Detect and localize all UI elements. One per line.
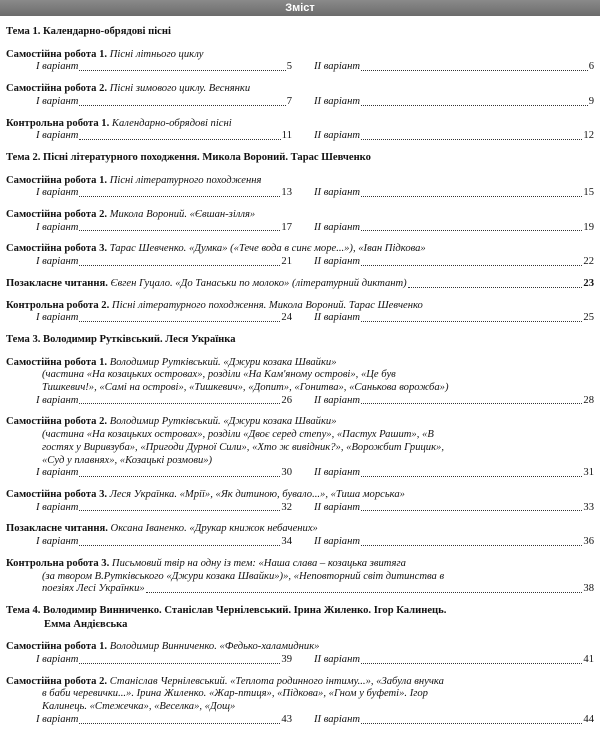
variant-2-label: II варіант	[314, 256, 360, 268]
variant-1-label: I варіант	[36, 221, 79, 233]
entry-subtitle: в баби черевички...». Ірина Жиленко. «Жар-птиця», «Підкова», «Гном у буфеті». Ігор	[42, 688, 428, 700]
page-number: 41	[583, 654, 594, 666]
page-number: 26	[281, 394, 292, 406]
variant-2-label: II варіант	[314, 61, 360, 73]
variant-2-label: II варіант	[314, 654, 360, 666]
variant-2-label: II варіант	[314, 221, 360, 233]
entry-title: Оксана Іваненко. «Друкар книжок небачених»	[110, 523, 318, 535]
variant-2-label: II варіант	[314, 713, 360, 725]
entry-kind: Позакласне читання.	[6, 523, 108, 535]
page-number: 12	[583, 130, 594, 142]
toc-entry[interactable]	[6, 118, 594, 143]
entry-kind: Самостійна робота 1.	[6, 174, 108, 186]
theme-heading: Тема 4. Володимир Винниченко. Станіслав Чернілевський. Ірина Жиленко. Ігор Калинець.	[6, 604, 447, 616]
entry-kind: Контрольна робота 1.	[6, 117, 110, 129]
entry-subtitle: (частина «На козацьких островах», розділи «На Кам'яному острові», «Це був	[42, 369, 396, 381]
entry-title: Леся Українка. «Мрії», «Як дитиною, бувало...», «Тиша морська»	[109, 488, 405, 500]
variant-1-label: I варіант	[36, 394, 79, 406]
toc-entry[interactable]	[6, 83, 594, 108]
theme-heading: Тема 2. Пісні літературного походження. Микола Вороний. Тарас Шевченко	[6, 151, 371, 163]
variant-2-label: II варіант	[314, 95, 360, 107]
page-number: 24	[281, 312, 292, 324]
entry-kind: Контрольна робота 3.	[6, 557, 110, 569]
entry-title: Календарно-обрядові пісні	[111, 117, 232, 129]
toc-entry[interactable]	[6, 175, 594, 200]
variant-1-label: I варіант	[36, 95, 79, 107]
toc-entry[interactable]	[6, 278, 594, 291]
page-number: 21	[281, 256, 292, 268]
theme-heading: Тема 1. Календарно-обрядові пісні	[6, 26, 171, 37]
toc-entry[interactable]	[6, 523, 594, 548]
variant-1-label: I варіант	[36, 713, 79, 725]
variant-1-label: I варіант	[36, 501, 79, 513]
entry-subtitle: гостях у Виривзуба», «Пригоди Дурної Сили», «Хто ж вивідник?», «Ворожбит Грицик»,	[42, 441, 445, 453]
entry-title: Пісні літературного походження. Микола Вороний. Тарас Шевченко	[111, 299, 423, 311]
entry-kind: Контрольна робота 2.	[6, 299, 110, 311]
entry-subtitle: Калинець. «Стежечка», «Веселка», «Дощ»	[42, 701, 236, 713]
toc-entry[interactable]	[6, 49, 594, 74]
entry-title: Пісні літературного походження	[109, 174, 262, 186]
entry-title: Володимир Винниченко. «Федько-халамидник»	[109, 641, 320, 653]
variant-2-label: II варіант	[314, 312, 360, 324]
entry-title: Євген Гуцало. «До Танаськи по молоко» (літературний диктант)	[110, 277, 407, 289]
page-number: 25	[583, 312, 594, 324]
entry-title: Пісні літнього циклу	[109, 48, 204, 60]
page-number: 23	[583, 277, 594, 289]
entry-kind: Самостійна робота 2.	[6, 416, 108, 428]
page-number: 43	[281, 713, 292, 725]
entry-kind: Позакласне читання.	[6, 277, 108, 289]
entry-title: Станіслав Чернілевський. «Теплота родинного інтиму...», «Забула внучка	[109, 675, 444, 687]
variant-2-label: II варіант	[314, 130, 360, 142]
page-number: 6	[588, 61, 594, 73]
entry-kind: Самостійна робота 2.	[6, 209, 108, 221]
page-number: 15	[583, 187, 594, 199]
page-number: 22	[583, 256, 594, 268]
entry-kind: Самостійна робота 2.	[6, 83, 108, 95]
entry-title: Тарас Шевченко. «Думка» («Тече вода в синє море...»), «Іван Підкова»	[109, 243, 426, 255]
page-number: 19	[583, 221, 594, 233]
entry-title: Володимир Рутківський. «Джури козака Швайки»	[109, 356, 337, 368]
toc-entry[interactable]	[6, 209, 594, 234]
page-number: 36	[583, 536, 594, 548]
variant-1-label: I варіант	[36, 187, 79, 199]
variant-1-label: I варіант	[36, 312, 79, 324]
variant-2-label: II варіант	[314, 501, 360, 513]
entry-subtitle: (за твором В.Рутківського «Джури козака Швайки»)», «Неповторний світ дитинства в	[42, 570, 445, 582]
toc-entry[interactable]	[6, 676, 594, 727]
entry-kind: Самостійна робота 1.	[6, 641, 108, 653]
toc-entry[interactable]	[6, 357, 594, 408]
entry-subtitle: Тишкевич!», «Самі на острові», «Тишкевич», «Допит», «Гонитва», «Санькова ворожба»)	[42, 382, 449, 394]
page-number: 5	[286, 61, 292, 73]
toc-entry[interactable]	[6, 558, 594, 596]
page-number: 44	[583, 713, 594, 725]
page-number: 32	[281, 501, 292, 513]
entry-kind: Самостійна робота 3.	[6, 488, 108, 500]
variant-2-label: II варіант	[314, 536, 360, 548]
page-number: 7	[286, 95, 292, 107]
page-number: 11	[281, 130, 292, 142]
contents-header: Зміст	[0, 0, 600, 16]
page-number: 33	[583, 501, 594, 513]
toc-entry[interactable]	[6, 300, 594, 325]
entry-title: Микола Вороний. «Євшан-зілля»	[109, 209, 256, 221]
variant-1-label: I варіант	[36, 536, 79, 548]
variant-1-label: I варіант	[36, 654, 79, 666]
variant-1-label: I варіант	[36, 467, 79, 479]
theme-heading-continued: Емма Андієвська	[44, 618, 128, 630]
page-number: 30	[281, 467, 292, 479]
entry-kind: Самостійна робота 3.	[6, 243, 108, 255]
entry-subtitle: «Суд у плавнях», «Козацькі розмови»)	[42, 454, 213, 466]
entry-kind: Самостійна робота 2.	[6, 675, 108, 687]
entry-kind: Самостійна робота 1.	[6, 356, 108, 368]
variant-1-label: I варіант	[36, 130, 79, 142]
variant-2-label: II варіант	[314, 467, 360, 479]
toc-entry[interactable]	[6, 416, 594, 480]
toc-entry[interactable]	[6, 641, 594, 666]
table-of-contents	[6, 26, 594, 736]
page-number: 9	[588, 95, 594, 107]
page-number: 39	[281, 654, 292, 666]
page-number: 31	[583, 467, 594, 479]
entry-kind: Самостійна робота 1.	[6, 48, 108, 60]
entry-title: Володимир Рутківський. «Джури козака Швайки»	[109, 416, 337, 428]
page-number: 13	[281, 187, 292, 199]
page-number: 17	[281, 221, 292, 233]
page-number: 28	[583, 394, 594, 406]
entry-subtitle: поезіях Лесі Українки»	[42, 583, 145, 595]
variant-2-label: II варіант	[314, 394, 360, 406]
entry-title: Письмовий твір на одну із тем: «Наша слава – козацька звитяга	[111, 557, 406, 569]
toc-entry[interactable]	[6, 243, 594, 268]
page-number: 38	[583, 583, 594, 595]
entry-subtitle: (частина «На козацьких островах», розділи «Двоє серед степу», «Пастух Рашит», «В	[42, 429, 434, 441]
variant-1-label: I варіант	[36, 61, 79, 73]
entry-title: Пісні зимового циклу. Веснянки	[109, 83, 251, 95]
theme-heading: Тема 3. Володимир Рутківський. Леся Українка	[6, 333, 236, 345]
variant-2-label: II варіант	[314, 187, 360, 199]
toc-entry[interactable]	[6, 489, 594, 514]
variant-1-label: I варіант	[36, 256, 79, 268]
page-number: 34	[281, 536, 292, 548]
